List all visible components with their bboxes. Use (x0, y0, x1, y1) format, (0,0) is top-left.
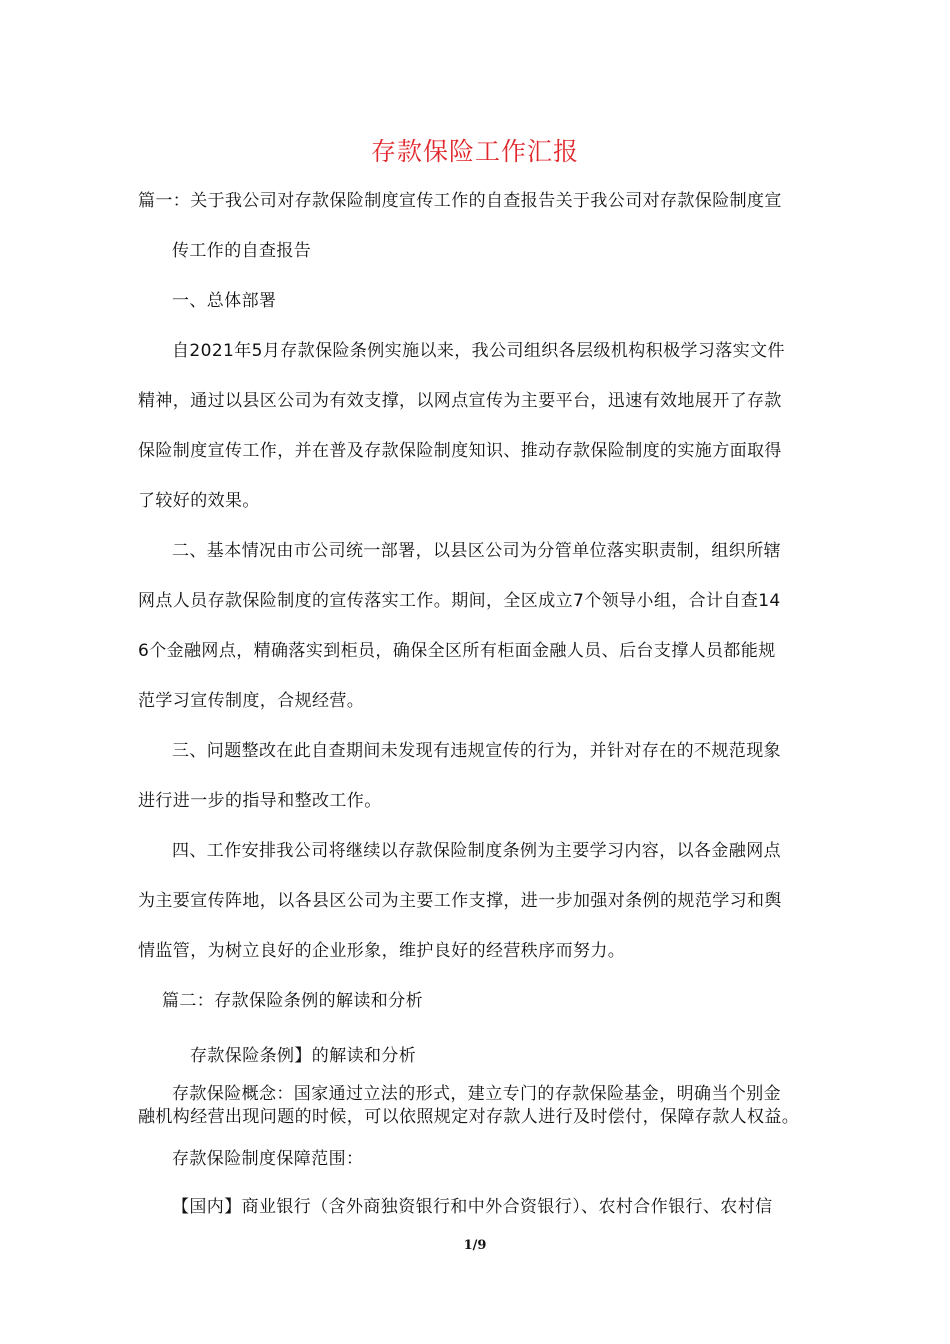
section-heading: 篇二：存款保险条例的解读和分析 (162, 991, 423, 1011)
section-heading: 一、总体部署 (172, 291, 277, 311)
paragraph-line: 范学习宣传制度，合规经营。 (138, 691, 365, 711)
paragraph-line: 存款保险概念：国家通过立法的形式，建立专门的存款保险基金，明确当个别金 (172, 1084, 781, 1104)
paragraph-line: 三、问题整改在此自查期间未发现有违规宣传的行为，并针对存在的不规范现象 (172, 741, 781, 761)
paragraph-line: 【国内】商业银行（含外商独资银行和中外合资银行）、农村合作银行、农村信 (172, 1197, 773, 1217)
paragraph-line: 网点人员存款保险制度的宣传落实工作。期间，全区成立7个领导小组，合计自查14 (138, 591, 781, 611)
paragraph-line: 6个金融网点，精确落实到柜员，确保全区所有柜面金融人员、后台支撑人员都能规 (138, 641, 776, 661)
paragraph-line: 篇一：关于我公司对存款保险制度宣传工作的自查报告关于我公司对存款保险制度宣 (138, 191, 782, 211)
page-number: 1/9 (463, 1238, 487, 1253)
paragraph-line: 四、工作安排我公司将继续以存款保险制度条例为主要学习内容，以各金融网点 (172, 841, 781, 861)
paragraph-line: 了较好的效果。 (138, 491, 260, 511)
paragraph-line: 为主要宣传阵地，以各县区公司为主要工作支撑，进一步加强对条例的规范学习和舆 (138, 891, 782, 911)
paragraph-line: 保险制度宣传工作，并在普及存款保险制度知识、推动存款保险制度的实施方面取得 (138, 441, 782, 461)
paragraph-line: 进行进一步的指导和整改工作。 (138, 791, 382, 811)
paragraph-line: 情监管，为树立良好的企业形象，维护良好的经营秩序而努力。 (138, 941, 626, 961)
paragraph-line: 传工作的自查报告 (172, 241, 312, 261)
paragraph-line: 精神，通过以县区公司为有效支撑，以网点宣传为主要平台，迅速有效地展开了存款 (138, 391, 782, 411)
paragraph-line: 二、基本情况由市公司统一部署，以县区公司为分管单位落实职责制，组织所辖 (172, 541, 781, 561)
document-title: 存款保险工作汇报 (370, 137, 579, 166)
paragraph-line: 融机构经营出现问题的时候，可以依照规定对存款人进行及时偿付，保障存款人权益。 (138, 1107, 800, 1127)
section-heading: 存款保险条例】的解读和分析 (190, 1046, 417, 1066)
paragraph-line: 自2021年5月存款保险条例实施以来，我公司组织各层级机构积极学习落实文件 (172, 341, 785, 361)
paragraph-line: 存款保险制度保障范围： (172, 1149, 364, 1169)
